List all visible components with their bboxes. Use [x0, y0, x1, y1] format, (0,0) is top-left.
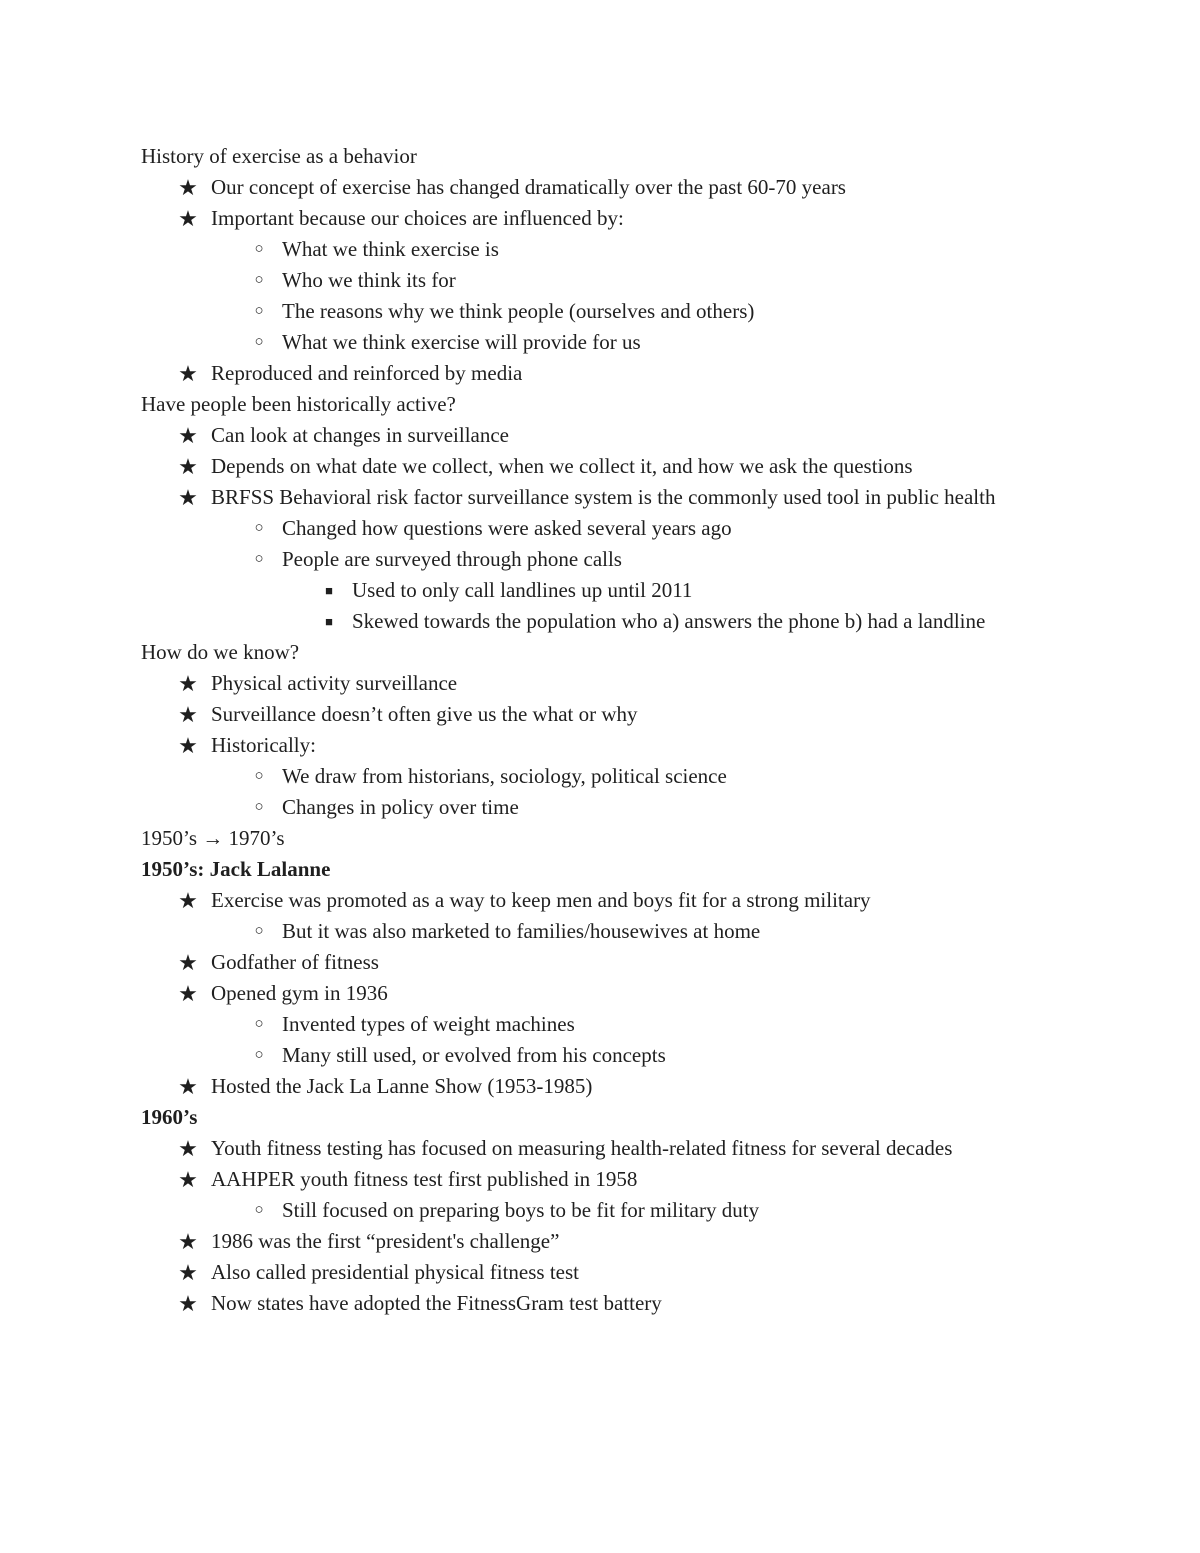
list-item — [141, 1288, 1061, 1319]
list-item-text: Changes in policy over time — [282, 795, 519, 819]
star-bullet-icon: ★ — [178, 1260, 198, 1285]
list-item — [141, 172, 1061, 203]
list-item-text: Physical activity surveillance — [211, 671, 458, 695]
list-item-text: Many still used, or evolved from his concepts — [282, 1043, 666, 1067]
star-bullet-icon: ★ — [178, 950, 198, 975]
list-item-text: Historically: — [211, 733, 316, 757]
star-bullet-icon: ★ — [178, 702, 198, 727]
list-item-text: People are surveyed through phone calls — [282, 547, 622, 571]
list-item-text: We draw from historians, sociology, political science — [282, 764, 727, 788]
section-heading: 1960’s — [141, 1105, 198, 1129]
star-bullet-icon: ★ — [178, 454, 198, 479]
circle-bullet-icon: ○ — [254, 1047, 264, 1063]
list-item — [141, 1071, 1061, 1102]
square-bullet-icon: ■ — [325, 614, 333, 629]
list-item — [141, 296, 1061, 327]
list-item-text: Godfather of fitness — [211, 950, 379, 974]
star-bullet-icon: ★ — [178, 888, 198, 913]
list-item — [141, 730, 1061, 761]
circle-bullet-icon: ○ — [254, 768, 264, 784]
star-bullet-icon: ★ — [178, 175, 198, 200]
circle-bullet-icon: ○ — [254, 334, 264, 350]
list-item — [141, 1009, 1061, 1040]
star-bullet-icon: ★ — [178, 1229, 198, 1254]
section-heading: 1950’s: Jack Lalanne — [141, 857, 331, 881]
circle-bullet-icon: ○ — [254, 520, 264, 536]
list-item — [141, 1040, 1061, 1071]
circle-bullet-icon: ○ — [254, 272, 264, 288]
list-item-text: Our concept of exercise has changed dramatically over the past 60-70 years — [211, 175, 846, 199]
list-item-text: What we think exercise will provide for us — [282, 330, 641, 354]
circle-bullet-icon: ○ — [254, 1202, 264, 1218]
list-item — [141, 761, 1061, 792]
list-item — [141, 451, 1061, 482]
list-item-text: Who we think its for — [282, 268, 456, 292]
list-item — [141, 699, 1061, 730]
star-bullet-icon: ★ — [178, 733, 198, 758]
list-item-text: Opened gym in 1936 — [211, 981, 388, 1005]
list-item — [141, 1133, 1061, 1164]
circle-bullet-icon: ○ — [254, 1016, 264, 1032]
list-item-text: Depends on what date we collect, when we collect it, and how we ask the questions — [211, 454, 913, 478]
list-item — [141, 513, 1061, 544]
list-item — [141, 234, 1061, 265]
star-bullet-icon: ★ — [178, 1167, 198, 1192]
list-item-text: Exercise was promoted as a way to keep men and boys fit for a strong military — [211, 888, 871, 912]
list-item-text: Also called presidential physical fitness test — [211, 1260, 579, 1284]
section-heading: History of exercise as a behavior — [141, 144, 417, 168]
list-item-text: Skewed towards the population who a) answers the phone b) had a landline — [352, 609, 986, 633]
list-item-text: Now states have adopted the FitnessGram test battery — [211, 1291, 662, 1315]
list-item-text: Can look at changes in surveillance — [211, 423, 509, 447]
list-item — [141, 947, 1061, 978]
list-item — [141, 606, 992, 637]
list-item — [141, 792, 1061, 823]
star-bullet-icon: ★ — [178, 485, 198, 510]
section-heading: Have people been historically active? — [141, 392, 456, 416]
list-item — [141, 482, 1061, 513]
list-item-text: The reasons why we think people (ourselves and others) — [282, 299, 755, 323]
list-item-text: But it was also marketed to families/housewives at home — [282, 919, 761, 943]
circle-bullet-icon: ○ — [254, 551, 264, 567]
document-page — [141, 141, 1061, 1319]
list-item-text: 1986 was the first “president's challenge” — [211, 1229, 560, 1253]
circle-bullet-icon: ○ — [254, 799, 264, 815]
list-item — [141, 1195, 1061, 1226]
list-item-text: What we think exercise is — [282, 237, 499, 261]
list-item — [141, 668, 1061, 699]
list-item-text: AAHPER youth fitness test first published in 1958 — [211, 1167, 638, 1191]
star-bullet-icon: ★ — [178, 671, 198, 696]
list-item — [141, 1257, 1061, 1288]
list-item-text: BRFSS Behavioral risk factor surveillance system is the commonly used tool in public health — [211, 485, 996, 509]
list-item-text: Hosted the Jack La Lanne Show (1953-1985) — [211, 1074, 593, 1098]
list-item-text: Surveillance doesn’t often give us the what or why — [211, 702, 638, 726]
square-bullet-icon: ■ — [325, 583, 333, 598]
list-item — [141, 1226, 1061, 1257]
list-item-text: Important because our choices are influenced by: — [211, 206, 624, 230]
list-item — [141, 544, 1061, 575]
list-item — [141, 916, 1061, 947]
section-heading: How do we know? — [141, 640, 300, 664]
star-bullet-icon: ★ — [178, 1074, 198, 1099]
star-bullet-icon: ★ — [178, 423, 198, 448]
star-bullet-icon: ★ — [178, 1291, 198, 1316]
circle-bullet-icon: ○ — [254, 241, 264, 257]
list-item-text: Invented types of weight machines — [282, 1012, 575, 1036]
list-item — [141, 575, 1061, 606]
list-item — [141, 358, 1061, 389]
list-item — [141, 978, 1061, 1009]
list-item — [141, 265, 1061, 296]
list-item-text: Still focused on preparing boys to be fit for military duty — [282, 1198, 760, 1222]
section-heading: 1950’s → 1970’s — [141, 826, 285, 850]
list-item-text: Used to only call landlines up until 2011 — [352, 578, 693, 602]
list-item-text: Reproduced and reinforced by media — [211, 361, 523, 385]
star-bullet-icon: ★ — [178, 981, 198, 1006]
star-bullet-icon: ★ — [178, 206, 198, 231]
list-item-text: Youth fitness testing has focused on measuring health-related fitness for several decades — [211, 1136, 953, 1160]
list-item-text: Changed how questions were asked several years ago — [282, 516, 732, 540]
list-item — [141, 420, 1061, 451]
star-bullet-icon: ★ — [178, 361, 198, 386]
star-bullet-icon: ★ — [178, 1136, 198, 1161]
list-item — [141, 1164, 1061, 1195]
circle-bullet-icon: ○ — [254, 923, 264, 939]
circle-bullet-icon: ○ — [254, 303, 264, 319]
list-item — [141, 885, 1061, 916]
list-item — [141, 327, 1061, 358]
list-item — [141, 203, 1061, 234]
